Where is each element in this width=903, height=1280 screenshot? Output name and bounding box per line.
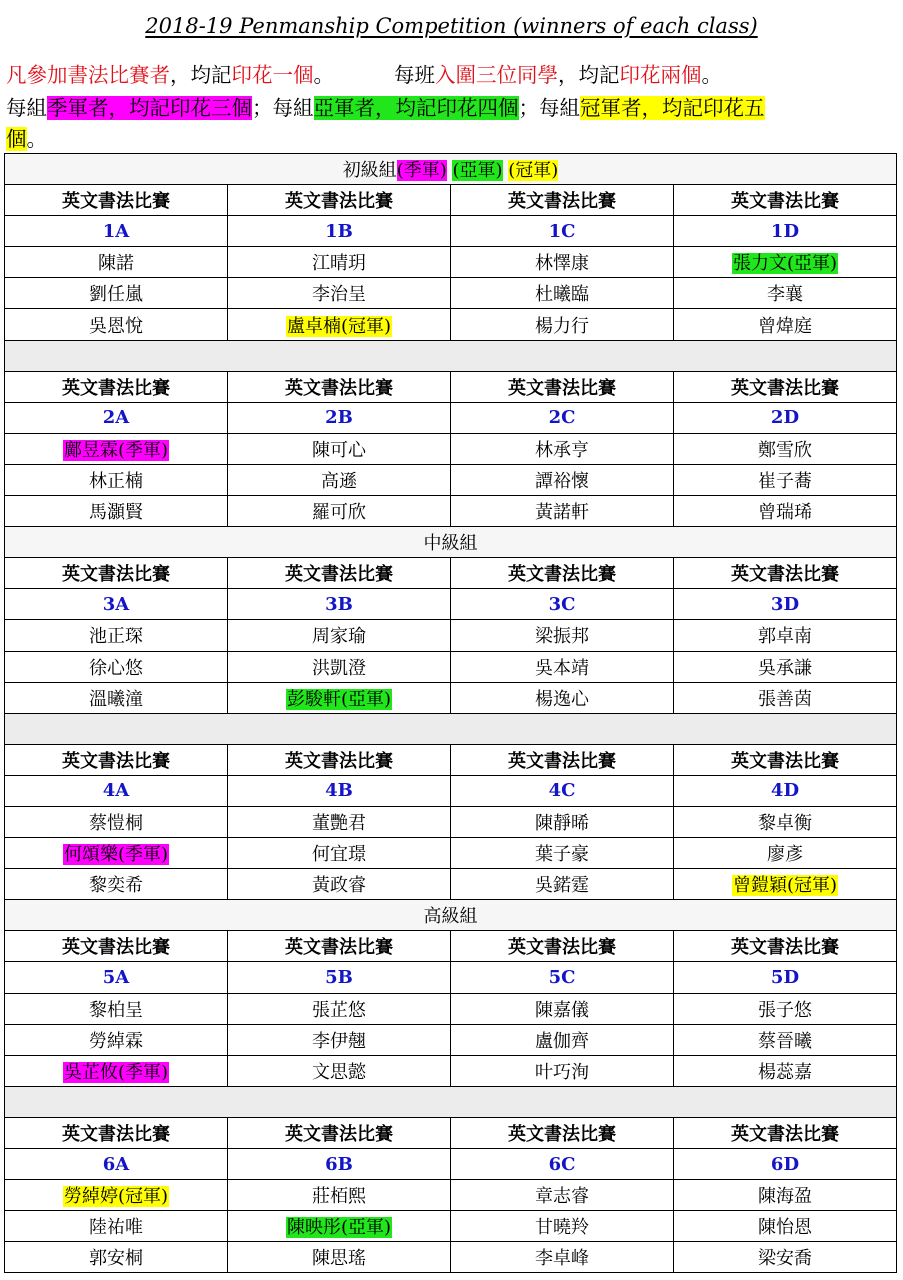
student-name: 蔡愷桐 bbox=[89, 813, 143, 835]
student-cell bbox=[674, 496, 897, 527]
student-name: 郭卓南 bbox=[758, 626, 812, 648]
class-label: 3C bbox=[451, 589, 674, 620]
student-row bbox=[5, 838, 897, 869]
student-cell bbox=[674, 838, 897, 869]
intro-line-3 bbox=[6, 122, 901, 156]
competition-heading: 英文書法比賽 bbox=[228, 1117, 451, 1148]
heading-row bbox=[5, 558, 897, 589]
class-label: 4B bbox=[228, 775, 451, 806]
student-cell bbox=[451, 1211, 674, 1242]
class-label: 6D bbox=[674, 1149, 897, 1180]
text-run: 每組 bbox=[6, 96, 47, 120]
student-name: 李伊翹 bbox=[312, 1030, 366, 1052]
competition-heading: 英文書法比賽 bbox=[451, 558, 674, 589]
student-name: 章志睿 bbox=[535, 1186, 589, 1208]
competition-heading: 英文書法比賽 bbox=[5, 744, 228, 775]
student-name: 曾瑞琋 bbox=[758, 502, 812, 524]
class-label: 4C bbox=[451, 775, 674, 806]
student-cell bbox=[5, 620, 228, 651]
student-row bbox=[5, 620, 897, 651]
student-cell bbox=[228, 1242, 451, 1273]
student-cell bbox=[674, 651, 897, 682]
student-cell bbox=[674, 1242, 897, 1273]
student-name: 池正琛 bbox=[89, 626, 143, 648]
student-name: 梁振邦 bbox=[535, 626, 589, 648]
student-name: 甘曉羚 bbox=[535, 1217, 589, 1239]
student-name: 張子悠 bbox=[758, 999, 812, 1021]
class-label: 1A bbox=[5, 216, 228, 247]
class-label: 6B bbox=[228, 1149, 451, 1180]
class-label: 3A bbox=[5, 589, 228, 620]
page-title: 2018-19 Penmanship Competition (winners of each class) bbox=[145, 14, 758, 38]
student-name: 曾煒庭 bbox=[758, 315, 812, 337]
competition-heading: 英文書法比賽 bbox=[674, 558, 897, 589]
competition-heading: 英文書法比賽 bbox=[228, 931, 451, 962]
class-row bbox=[5, 402, 897, 433]
student-cell bbox=[5, 838, 228, 869]
text-run: 初級組 bbox=[342, 160, 397, 182]
student-name: 吳恩悅 bbox=[89, 315, 143, 337]
competition-heading: 英文書法比賽 bbox=[228, 185, 451, 216]
student-cell bbox=[451, 247, 674, 278]
student-cell bbox=[5, 869, 228, 900]
student-name: 高遜 bbox=[321, 470, 357, 492]
text-run: ；每組 bbox=[518, 96, 580, 120]
student-cell bbox=[228, 806, 451, 837]
student-cell bbox=[451, 433, 674, 464]
intro-line-1 bbox=[6, 58, 901, 92]
student-name: 盧伽齊 bbox=[535, 1030, 589, 1052]
student-name: 何宜璟 bbox=[312, 844, 366, 866]
student-name: 楊力行 bbox=[535, 315, 589, 337]
text-run: ，均記 bbox=[170, 63, 232, 87]
student-cell bbox=[674, 993, 897, 1024]
class-label: 3D bbox=[674, 589, 897, 620]
student-name: 勞綽婷(冠軍) bbox=[63, 1186, 169, 1208]
spacer-cell bbox=[5, 713, 897, 744]
class-label: 6A bbox=[5, 1149, 228, 1180]
student-cell bbox=[451, 1242, 674, 1273]
student-cell bbox=[451, 278, 674, 309]
student-name: 莊栢熙 bbox=[312, 1186, 366, 1208]
student-cell bbox=[451, 806, 674, 837]
student-cell bbox=[451, 309, 674, 340]
student-name: 張善茵 bbox=[758, 688, 812, 710]
student-name: 吳芷攸(季軍) bbox=[63, 1061, 169, 1083]
competition-heading: 英文書法比賽 bbox=[451, 744, 674, 775]
student-cell bbox=[451, 651, 674, 682]
competition-heading: 英文書法比賽 bbox=[228, 558, 451, 589]
student-cell bbox=[674, 806, 897, 837]
class-row bbox=[5, 589, 897, 620]
student-cell bbox=[674, 309, 897, 340]
student-cell bbox=[674, 620, 897, 651]
competition-heading: 英文書法比賽 bbox=[674, 185, 897, 216]
student-cell bbox=[451, 682, 674, 713]
competition-heading: 英文書法比賽 bbox=[674, 744, 897, 775]
student-name: 江晴玥 bbox=[312, 253, 366, 275]
student-name: 廖彥 bbox=[767, 844, 803, 866]
class-label: 2D bbox=[674, 402, 897, 433]
competition-heading: 英文書法比賽 bbox=[451, 931, 674, 962]
spacer-row bbox=[5, 340, 897, 371]
student-name: 李治呈 bbox=[312, 284, 366, 306]
student-name: 陸祐唯 bbox=[89, 1217, 143, 1239]
heading-row bbox=[5, 1117, 897, 1148]
student-row bbox=[5, 433, 897, 464]
text-run: 亞軍者，均記印花四個 bbox=[313, 96, 519, 120]
student-name: 陳映彤(亞軍) bbox=[286, 1217, 392, 1239]
student-name: 陳怡恩 bbox=[758, 1217, 812, 1239]
student-name: 林懌康 bbox=[535, 253, 589, 275]
student-name: 黃諾軒 bbox=[535, 502, 589, 524]
student-cell bbox=[228, 1055, 451, 1086]
results-table bbox=[4, 153, 897, 1273]
student-row bbox=[5, 247, 897, 278]
student-cell bbox=[228, 651, 451, 682]
student-row bbox=[5, 309, 897, 340]
student-cell bbox=[674, 278, 897, 309]
spacer-row bbox=[5, 1086, 897, 1117]
student-name: 譚裕懷 bbox=[535, 470, 589, 492]
student-name: 張芷悠 bbox=[312, 999, 366, 1021]
class-label: 4A bbox=[5, 775, 228, 806]
student-row bbox=[5, 1242, 897, 1273]
competition-heading: 英文書法比賽 bbox=[451, 371, 674, 402]
student-name: 梁安喬 bbox=[758, 1248, 812, 1270]
text-run: 季軍者，均記印花三個 bbox=[47, 96, 252, 120]
student-cell bbox=[451, 993, 674, 1024]
student-name: 彭駿軒(亞軍) bbox=[286, 688, 392, 710]
student-name: 馬灝賢 bbox=[89, 502, 143, 524]
student-cell bbox=[228, 278, 451, 309]
class-label: 3B bbox=[228, 589, 451, 620]
competition-heading: 英文書法比賽 bbox=[5, 185, 228, 216]
student-name: 盧卓楠(冠軍) bbox=[286, 315, 392, 337]
student-name: 陳思瑤 bbox=[312, 1248, 366, 1270]
class-row bbox=[5, 1149, 897, 1180]
class-label: 5A bbox=[5, 962, 228, 993]
student-cell bbox=[5, 1024, 228, 1055]
text-run: ，均記 bbox=[558, 63, 620, 87]
class-label: 4D bbox=[674, 775, 897, 806]
student-name: 張力文(亞軍) bbox=[732, 253, 838, 275]
student-row bbox=[5, 1180, 897, 1211]
student-cell bbox=[674, 464, 897, 495]
student-name: 勞綽霖 bbox=[89, 1030, 143, 1052]
student-row bbox=[5, 993, 897, 1024]
student-name: 周家瑜 bbox=[312, 626, 366, 648]
student-cell bbox=[451, 1180, 674, 1211]
student-name: 楊逸心 bbox=[535, 688, 589, 710]
student-row bbox=[5, 806, 897, 837]
student-name: 楊蕊嘉 bbox=[758, 1061, 812, 1083]
level-row bbox=[5, 900, 897, 931]
text-run: (季軍) bbox=[396, 160, 447, 182]
competition-heading: 英文書法比賽 bbox=[5, 558, 228, 589]
competition-heading: 英文書法比賽 bbox=[674, 1117, 897, 1148]
student-name: 郭安桐 bbox=[89, 1248, 143, 1270]
student-cell bbox=[5, 433, 228, 464]
student-cell bbox=[228, 464, 451, 495]
competition-heading: 英文書法比賽 bbox=[228, 744, 451, 775]
student-name: 羅可欣 bbox=[312, 502, 366, 524]
student-cell bbox=[228, 838, 451, 869]
student-cell bbox=[5, 309, 228, 340]
student-cell bbox=[451, 464, 674, 495]
student-name: 黎卓衡 bbox=[758, 813, 812, 835]
student-cell bbox=[451, 1055, 674, 1086]
student-name: 杜曦臨 bbox=[535, 284, 589, 306]
class-row bbox=[5, 216, 897, 247]
text-run: 。 bbox=[701, 63, 722, 87]
student-cell bbox=[5, 651, 228, 682]
student-cell bbox=[5, 1055, 228, 1086]
student-cell bbox=[451, 838, 674, 869]
student-name: 陳可心 bbox=[312, 439, 366, 461]
competition-heading: 英文書法比賽 bbox=[5, 1117, 228, 1148]
text-run: ；每組 bbox=[252, 96, 314, 120]
class-row bbox=[5, 775, 897, 806]
student-row bbox=[5, 496, 897, 527]
student-name: 叶巧洵 bbox=[535, 1061, 589, 1083]
student-name: 何頌樂(季軍) bbox=[63, 844, 169, 866]
text-run: (亞軍) bbox=[452, 160, 503, 182]
competition-heading: 英文書法比賽 bbox=[5, 931, 228, 962]
student-cell bbox=[5, 682, 228, 713]
level-title bbox=[5, 154, 897, 185]
class-label: 5C bbox=[451, 962, 674, 993]
student-row bbox=[5, 278, 897, 309]
student-row bbox=[5, 651, 897, 682]
student-cell bbox=[674, 1180, 897, 1211]
text-run: 中級組 bbox=[423, 533, 478, 555]
student-cell bbox=[228, 1211, 451, 1242]
student-cell bbox=[228, 869, 451, 900]
student-name: 徐心悠 bbox=[89, 657, 143, 679]
student-name: 崔子蕎 bbox=[758, 470, 812, 492]
heading-row bbox=[5, 744, 897, 775]
competition-heading: 英文書法比賽 bbox=[5, 371, 228, 402]
class-label: 2C bbox=[451, 402, 674, 433]
student-cell bbox=[674, 682, 897, 713]
class-label: 1B bbox=[228, 216, 451, 247]
student-name: 陳諾 bbox=[98, 253, 134, 275]
student-name: 溫曦潼 bbox=[89, 688, 143, 710]
student-cell bbox=[674, 869, 897, 900]
student-name: 吳鍩霆 bbox=[535, 875, 589, 897]
student-name: 吳承謙 bbox=[758, 657, 812, 679]
student-name: 林正楠 bbox=[89, 470, 143, 492]
student-row bbox=[5, 1055, 897, 1086]
student-name: 黃政睿 bbox=[312, 875, 366, 897]
class-label: 2B bbox=[228, 402, 451, 433]
student-name: 蔡晉曦 bbox=[758, 1030, 812, 1052]
student-name: 葉子豪 bbox=[535, 844, 589, 866]
student-cell bbox=[5, 278, 228, 309]
student-cell bbox=[228, 309, 451, 340]
student-cell bbox=[5, 1242, 228, 1273]
student-name: 鄺昱霖(季軍) bbox=[63, 439, 169, 461]
student-cell bbox=[228, 682, 451, 713]
student-cell bbox=[5, 464, 228, 495]
student-cell bbox=[228, 496, 451, 527]
student-name: 曾鎧穎(冠軍) bbox=[732, 875, 838, 897]
student-name: 黎奕希 bbox=[89, 875, 143, 897]
competition-heading: 英文書法比賽 bbox=[228, 371, 451, 402]
student-row bbox=[5, 869, 897, 900]
competition-heading: 英文書法比賽 bbox=[451, 185, 674, 216]
competition-heading: 英文書法比賽 bbox=[674, 931, 897, 962]
text-run: 凡參加書法比賽者 bbox=[6, 63, 170, 87]
student-cell bbox=[228, 620, 451, 651]
student-row bbox=[5, 1024, 897, 1055]
student-name: 吳本靖 bbox=[535, 657, 589, 679]
class-row bbox=[5, 962, 897, 993]
student-cell bbox=[674, 1055, 897, 1086]
student-name: 李卓峰 bbox=[535, 1248, 589, 1270]
level-title bbox=[5, 527, 897, 558]
text-run: 個 bbox=[6, 127, 27, 151]
level-row bbox=[5, 527, 897, 558]
student-cell bbox=[674, 1024, 897, 1055]
spacer-row bbox=[5, 713, 897, 744]
student-cell bbox=[451, 496, 674, 527]
student-name: 陳海盈 bbox=[758, 1186, 812, 1208]
student-row bbox=[5, 682, 897, 713]
student-row bbox=[5, 464, 897, 495]
text-run: 每班 bbox=[394, 63, 435, 87]
student-cell bbox=[228, 993, 451, 1024]
class-label: 1D bbox=[674, 216, 897, 247]
heading-row bbox=[5, 371, 897, 402]
competition-heading: 英文書法比賽 bbox=[451, 1117, 674, 1148]
student-name: 陳靜晞 bbox=[535, 813, 589, 835]
level-title bbox=[5, 900, 897, 931]
student-name: 董艷君 bbox=[312, 813, 366, 835]
competition-heading: 英文書法比賽 bbox=[674, 371, 897, 402]
student-cell bbox=[451, 869, 674, 900]
class-label: 2A bbox=[5, 402, 228, 433]
class-label: 5B bbox=[228, 962, 451, 993]
heading-row bbox=[5, 931, 897, 962]
text-run: (冠軍) bbox=[508, 160, 559, 182]
text-run: 。 bbox=[26, 127, 47, 151]
student-name: 洪凱澄 bbox=[312, 657, 366, 679]
student-cell bbox=[451, 620, 674, 651]
student-name: 林承亨 bbox=[535, 439, 589, 461]
class-label: 6C bbox=[451, 1149, 674, 1180]
text-run: 高級組 bbox=[423, 906, 478, 928]
text-run: 印花一個 bbox=[231, 63, 314, 87]
heading-row bbox=[5, 185, 897, 216]
student-cell bbox=[451, 1024, 674, 1055]
student-cell bbox=[228, 1180, 451, 1211]
student-cell bbox=[228, 1024, 451, 1055]
student-name: 鄭雪欣 bbox=[758, 439, 812, 461]
student-name: 劉任嵐 bbox=[89, 284, 143, 306]
student-name: 陳嘉儀 bbox=[535, 999, 589, 1021]
level-row bbox=[5, 154, 897, 185]
intro-line-2 bbox=[6, 91, 901, 125]
text-run: 冠軍者，均記印花五 bbox=[580, 96, 765, 120]
student-cell bbox=[5, 806, 228, 837]
student-cell bbox=[5, 1211, 228, 1242]
student-name: 黎柏呈 bbox=[89, 999, 143, 1021]
spacer-cell bbox=[5, 1086, 897, 1117]
spacer-cell bbox=[5, 340, 897, 371]
class-label: 5D bbox=[674, 962, 897, 993]
student-cell bbox=[674, 247, 897, 278]
text-run: 入圍三位同學 bbox=[435, 63, 558, 87]
student-row bbox=[5, 1211, 897, 1242]
student-name: 李襄 bbox=[767, 284, 803, 306]
student-name: 文思懿 bbox=[312, 1061, 366, 1083]
text-run: 印花兩個 bbox=[619, 63, 702, 87]
text-run: 。 bbox=[313, 63, 334, 87]
student-cell bbox=[5, 247, 228, 278]
student-cell bbox=[674, 1211, 897, 1242]
student-cell bbox=[674, 433, 897, 464]
student-cell bbox=[228, 433, 451, 464]
student-cell bbox=[228, 247, 451, 278]
student-cell bbox=[5, 1180, 228, 1211]
class-label: 1C bbox=[451, 216, 674, 247]
student-cell bbox=[5, 496, 228, 527]
student-cell bbox=[5, 993, 228, 1024]
